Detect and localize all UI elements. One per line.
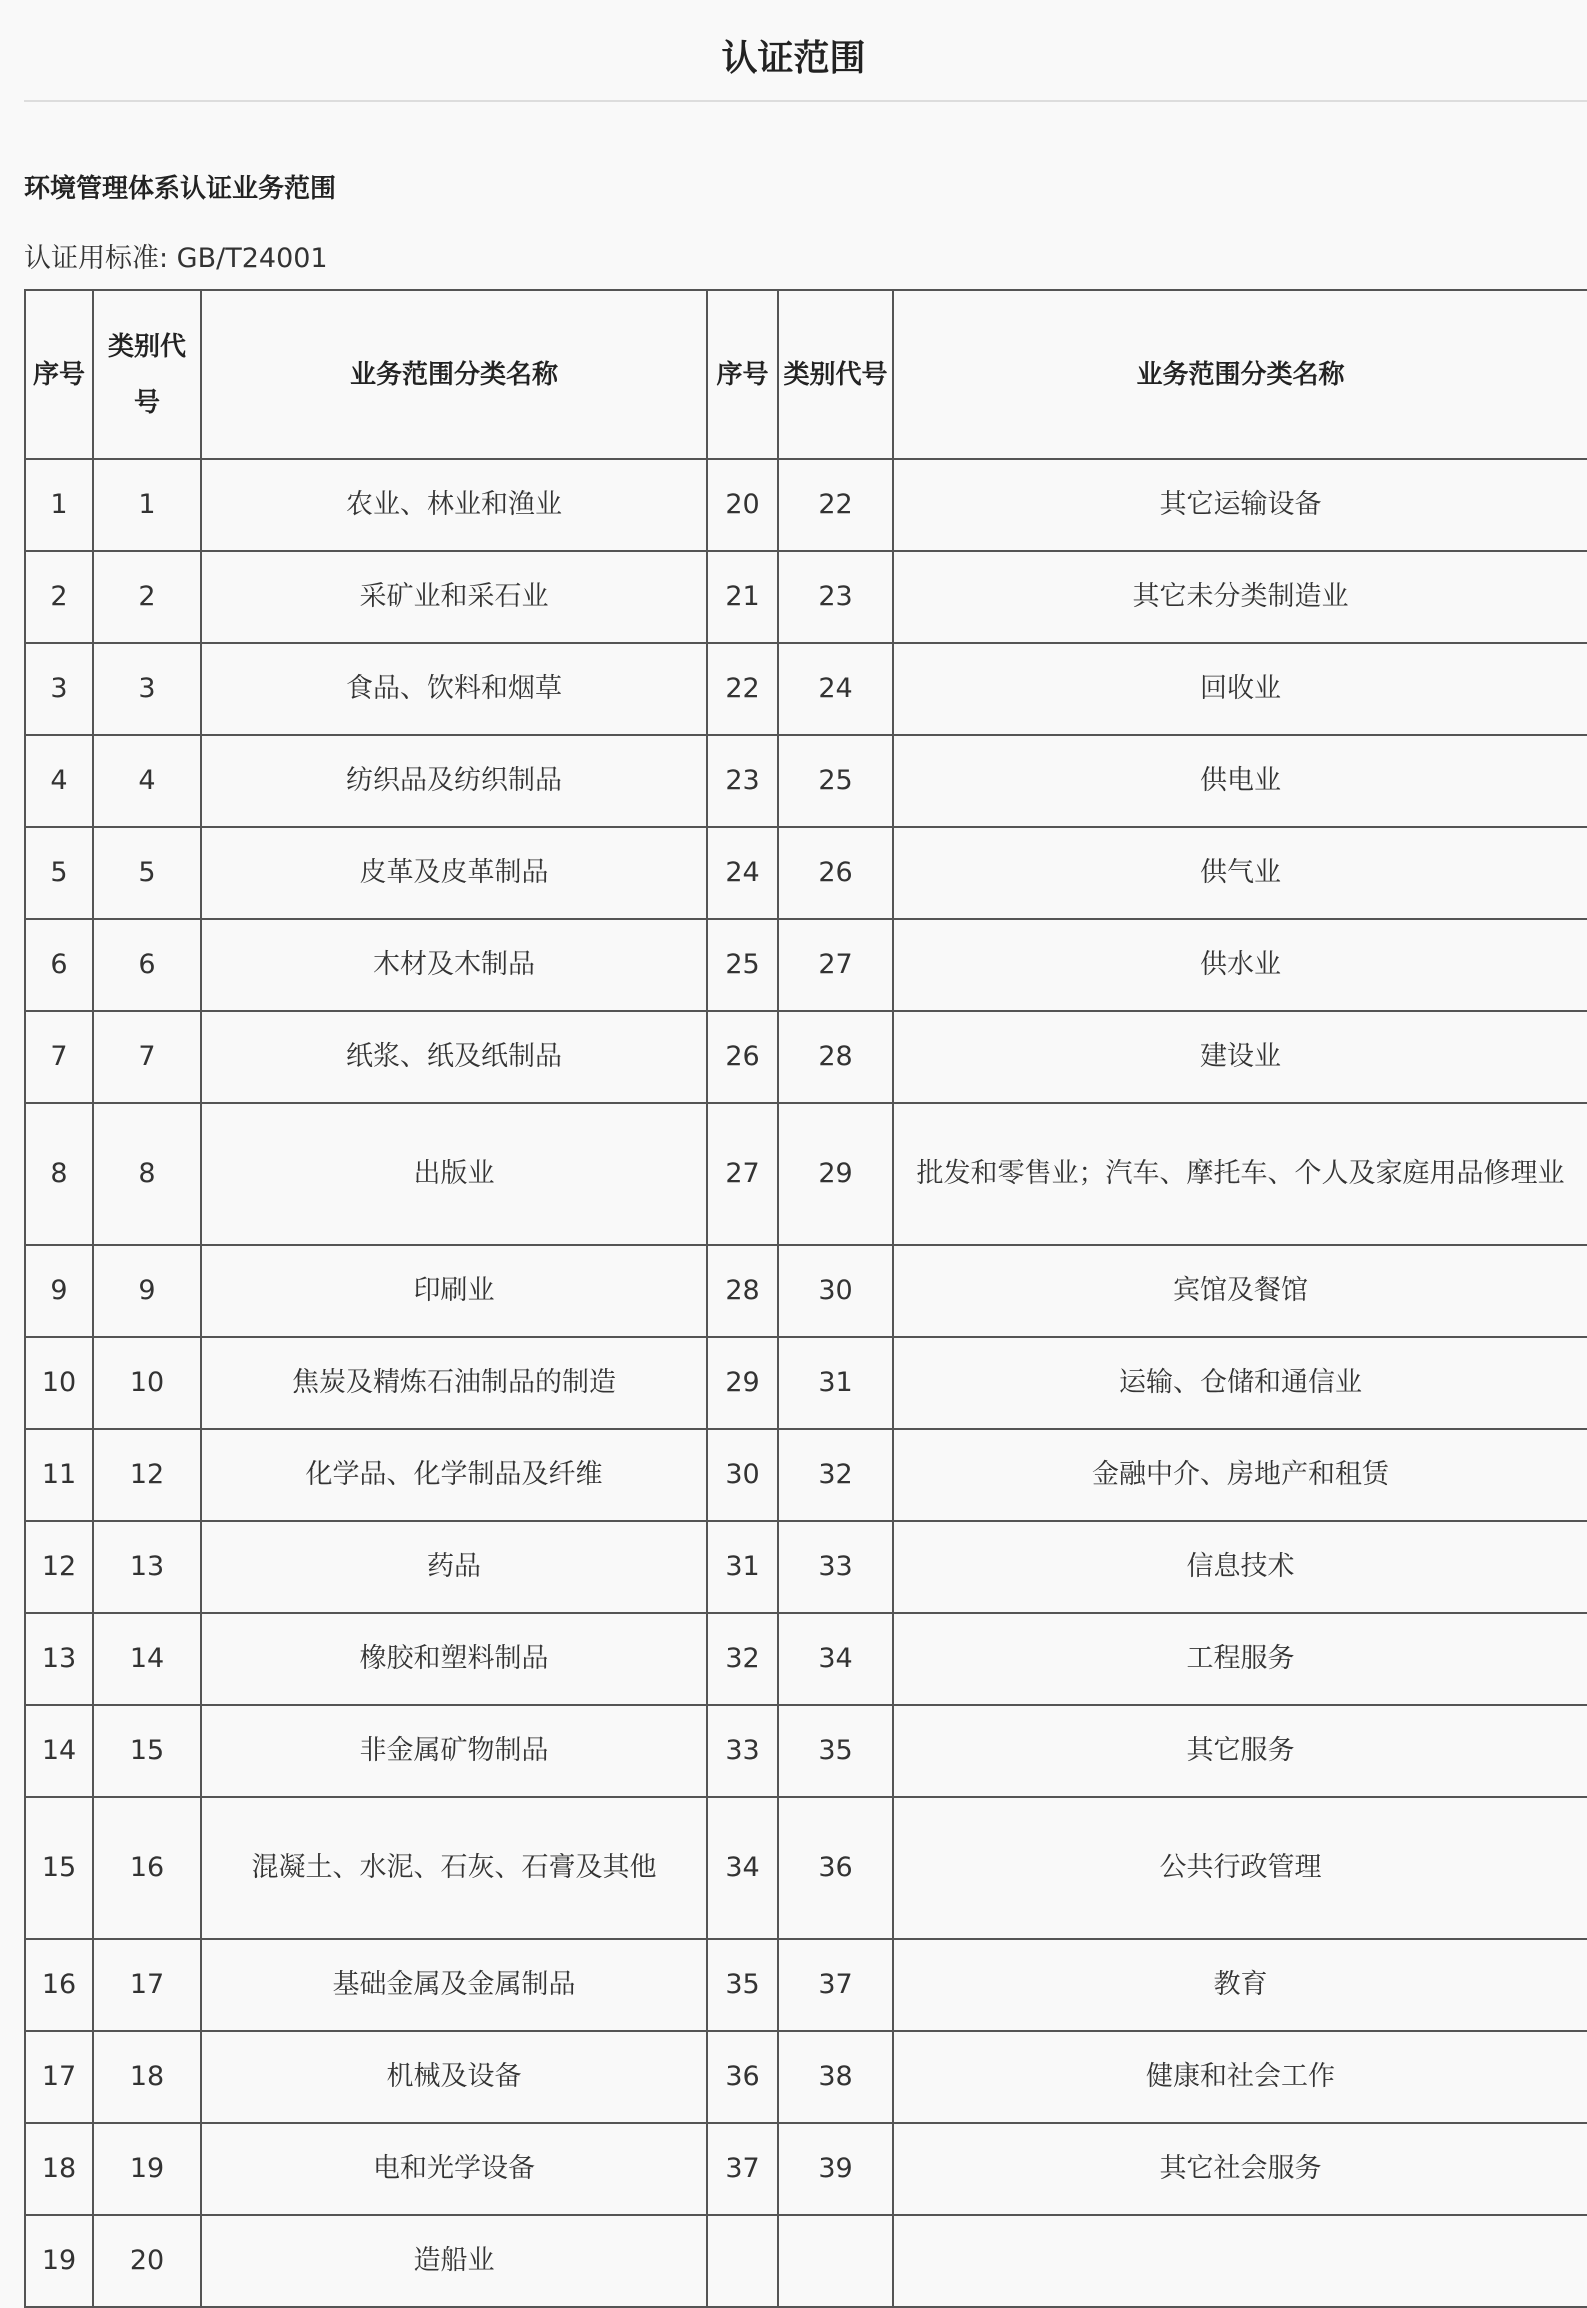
seq-cell: 36 bbox=[707, 2031, 778, 2123]
table-row bbox=[25, 2123, 1587, 2215]
name-cell: 混凝土、水泥、石灰、石膏及其他 bbox=[201, 1797, 707, 1939]
name-cell: 电和光学设备 bbox=[201, 2123, 707, 2215]
seq-cell: 31 bbox=[707, 1521, 778, 1613]
table-row bbox=[25, 1337, 1587, 1429]
seq-cell: 26 bbox=[707, 1011, 778, 1103]
seq-cell: 34 bbox=[707, 1797, 778, 1939]
seq-cell: 9 bbox=[25, 1245, 93, 1337]
code-cell: 16 bbox=[93, 1797, 201, 1939]
name-cell: 金融中介、房地产和租赁 bbox=[893, 1429, 1587, 1521]
name-cell: 公共行政管理 bbox=[893, 1797, 1587, 1939]
table-row bbox=[25, 735, 1587, 827]
seq-cell: 35 bbox=[707, 1939, 778, 2031]
name-cell: 非金属矿物制品 bbox=[201, 1705, 707, 1797]
table-row bbox=[25, 1429, 1587, 1521]
name-cell: 食品、饮料和烟草 bbox=[201, 643, 707, 735]
seq-cell: 10 bbox=[25, 1337, 93, 1429]
code-cell: 15 bbox=[93, 1705, 201, 1797]
name-cell: 宾馆及餐馆 bbox=[893, 1245, 1587, 1337]
table-row bbox=[25, 643, 1587, 735]
table-row bbox=[25, 459, 1587, 551]
table-row bbox=[25, 1797, 1587, 1939]
name-cell: 焦炭及精炼石油制品的制造 bbox=[201, 1337, 707, 1429]
seq-cell: 30 bbox=[707, 1429, 778, 1521]
table-header-row bbox=[25, 290, 1587, 459]
seq-cell: 18 bbox=[25, 2123, 93, 2215]
name-cell: 其它运输设备 bbox=[893, 459, 1587, 551]
name-cell: 其它未分类制造业 bbox=[893, 551, 1587, 643]
code-cell: 18 bbox=[93, 2031, 201, 2123]
seq-cell: 5 bbox=[25, 827, 93, 919]
code-cell: 30 bbox=[778, 1245, 893, 1337]
name-cell: 机械及设备 bbox=[201, 2031, 707, 2123]
name-cell: 回收业 bbox=[893, 643, 1587, 735]
code-cell: 13 bbox=[93, 1521, 201, 1613]
code-cell: 22 bbox=[778, 459, 893, 551]
code-cell: 33 bbox=[778, 1521, 893, 1613]
seq-cell: 32 bbox=[707, 1613, 778, 1705]
header-code: 类别代号 bbox=[93, 290, 201, 459]
name-cell: 健康和社会工作 bbox=[893, 2031, 1587, 2123]
code-cell: 3 bbox=[93, 643, 201, 735]
seq-cell: 33 bbox=[707, 1705, 778, 1797]
seq-cell: 22 bbox=[707, 643, 778, 735]
name-cell: 教育 bbox=[893, 1939, 1587, 2031]
seq-cell: 14 bbox=[25, 1705, 93, 1797]
code-cell: 8 bbox=[93, 1103, 201, 1245]
name-cell: 纺织品及纺织制品 bbox=[201, 735, 707, 827]
table-row bbox=[25, 551, 1587, 643]
seq-cell: 12 bbox=[25, 1521, 93, 1613]
seq-cell: 37 bbox=[707, 2123, 778, 2215]
section-heading: 环境管理体系认证业务范围 bbox=[24, 174, 337, 204]
name-cell: 运输、仓储和通信业 bbox=[893, 1337, 1587, 1429]
code-cell: 24 bbox=[778, 643, 893, 735]
seq-cell bbox=[707, 2215, 778, 2307]
header-name-2: 业务范围分类名称 bbox=[893, 290, 1587, 459]
code-cell: 32 bbox=[778, 1429, 893, 1521]
seq-cell: 2 bbox=[25, 551, 93, 643]
seq-cell: 20 bbox=[707, 459, 778, 551]
seq-cell: 28 bbox=[707, 1245, 778, 1337]
code-cell bbox=[778, 2215, 893, 2307]
code-cell: 5 bbox=[93, 827, 201, 919]
name-cell: 批发和零售业；汽车、摩托车、个人及家庭用品修理业 bbox=[893, 1103, 1587, 1245]
name-cell: 采矿业和采石业 bbox=[201, 551, 707, 643]
name-cell: 木材及木制品 bbox=[201, 919, 707, 1011]
code-cell: 29 bbox=[778, 1103, 893, 1245]
header-seq-2: 序号 bbox=[707, 290, 778, 459]
seq-cell: 13 bbox=[25, 1613, 93, 1705]
name-cell: 信息技术 bbox=[893, 1521, 1587, 1613]
seq-cell: 17 bbox=[25, 2031, 93, 2123]
table-row bbox=[25, 1011, 1587, 1103]
name-cell: 皮革及皮革制品 bbox=[201, 827, 707, 919]
code-cell: 2 bbox=[93, 551, 201, 643]
code-cell: 27 bbox=[778, 919, 893, 1011]
code-cell: 31 bbox=[778, 1337, 893, 1429]
name-cell: 建设业 bbox=[893, 1011, 1587, 1103]
name-cell: 供水业 bbox=[893, 919, 1587, 1011]
seq-cell: 7 bbox=[25, 1011, 93, 1103]
seq-cell: 11 bbox=[25, 1429, 93, 1521]
code-cell: 26 bbox=[778, 827, 893, 919]
seq-cell: 4 bbox=[25, 735, 93, 827]
code-cell: 4 bbox=[93, 735, 201, 827]
table-row bbox=[25, 919, 1587, 1011]
seq-cell: 15 bbox=[25, 1797, 93, 1939]
table-row bbox=[25, 2215, 1587, 2307]
code-cell: 25 bbox=[778, 735, 893, 827]
code-cell: 12 bbox=[93, 1429, 201, 1521]
page-title: 认证范围 bbox=[721, 38, 866, 79]
scope-table bbox=[24, 289, 1587, 2308]
code-cell: 36 bbox=[778, 1797, 893, 1939]
code-cell: 14 bbox=[93, 1613, 201, 1705]
seq-cell: 21 bbox=[707, 551, 778, 643]
title-divider bbox=[24, 100, 1587, 102]
name-cell: 药品 bbox=[201, 1521, 707, 1613]
code-cell: 35 bbox=[778, 1705, 893, 1797]
table-row bbox=[25, 1521, 1587, 1613]
name-cell: 基础金属及金属制品 bbox=[201, 1939, 707, 2031]
code-cell: 20 bbox=[93, 2215, 201, 2307]
seq-cell: 3 bbox=[25, 643, 93, 735]
name-cell: 工程服务 bbox=[893, 1613, 1587, 1705]
seq-cell: 6 bbox=[25, 919, 93, 1011]
seq-cell: 19 bbox=[25, 2215, 93, 2307]
standard-label: 认证用标准: GB/T24001 bbox=[24, 243, 328, 274]
code-cell: 10 bbox=[93, 1337, 201, 1429]
code-cell: 38 bbox=[778, 2031, 893, 2123]
header-seq: 序号 bbox=[25, 290, 93, 459]
name-cell bbox=[893, 2215, 1587, 2307]
code-cell: 23 bbox=[778, 551, 893, 643]
seq-cell: 23 bbox=[707, 735, 778, 827]
table-row bbox=[25, 1103, 1587, 1245]
code-cell: 6 bbox=[93, 919, 201, 1011]
seq-cell: 8 bbox=[25, 1103, 93, 1245]
name-cell: 其它社会服务 bbox=[893, 2123, 1587, 2215]
name-cell: 化学品、化学制品及纤维 bbox=[201, 1429, 707, 1521]
code-cell: 34 bbox=[778, 1613, 893, 1705]
name-cell: 造船业 bbox=[201, 2215, 707, 2307]
table-row bbox=[25, 1705, 1587, 1797]
code-cell: 7 bbox=[93, 1011, 201, 1103]
seq-cell: 25 bbox=[707, 919, 778, 1011]
code-cell: 1 bbox=[93, 459, 201, 551]
header-name: 业务范围分类名称 bbox=[201, 290, 707, 459]
seq-cell: 1 bbox=[25, 459, 93, 551]
table-row bbox=[25, 1939, 1587, 2031]
table-row bbox=[25, 827, 1587, 919]
code-cell: 19 bbox=[93, 2123, 201, 2215]
name-cell: 农业、林业和渔业 bbox=[201, 459, 707, 551]
code-cell: 37 bbox=[778, 1939, 893, 2031]
table-row bbox=[25, 1245, 1587, 1337]
name-cell: 纸浆、纸及纸制品 bbox=[201, 1011, 707, 1103]
name-cell: 供气业 bbox=[893, 827, 1587, 919]
name-cell: 印刷业 bbox=[201, 1245, 707, 1337]
seq-cell: 27 bbox=[707, 1103, 778, 1245]
name-cell: 供电业 bbox=[893, 735, 1587, 827]
name-cell: 出版业 bbox=[201, 1103, 707, 1245]
seq-cell: 16 bbox=[25, 1939, 93, 2031]
seq-cell: 29 bbox=[707, 1337, 778, 1429]
table-row bbox=[25, 2031, 1587, 2123]
name-cell: 橡胶和塑料制品 bbox=[201, 1613, 707, 1705]
table-row bbox=[25, 1613, 1587, 1705]
code-cell: 9 bbox=[93, 1245, 201, 1337]
code-cell: 17 bbox=[93, 1939, 201, 2031]
seq-cell: 24 bbox=[707, 827, 778, 919]
header-code-2: 类别代号 bbox=[778, 290, 893, 459]
code-cell: 39 bbox=[778, 2123, 893, 2215]
code-cell: 28 bbox=[778, 1011, 893, 1103]
name-cell: 其它服务 bbox=[893, 1705, 1587, 1797]
